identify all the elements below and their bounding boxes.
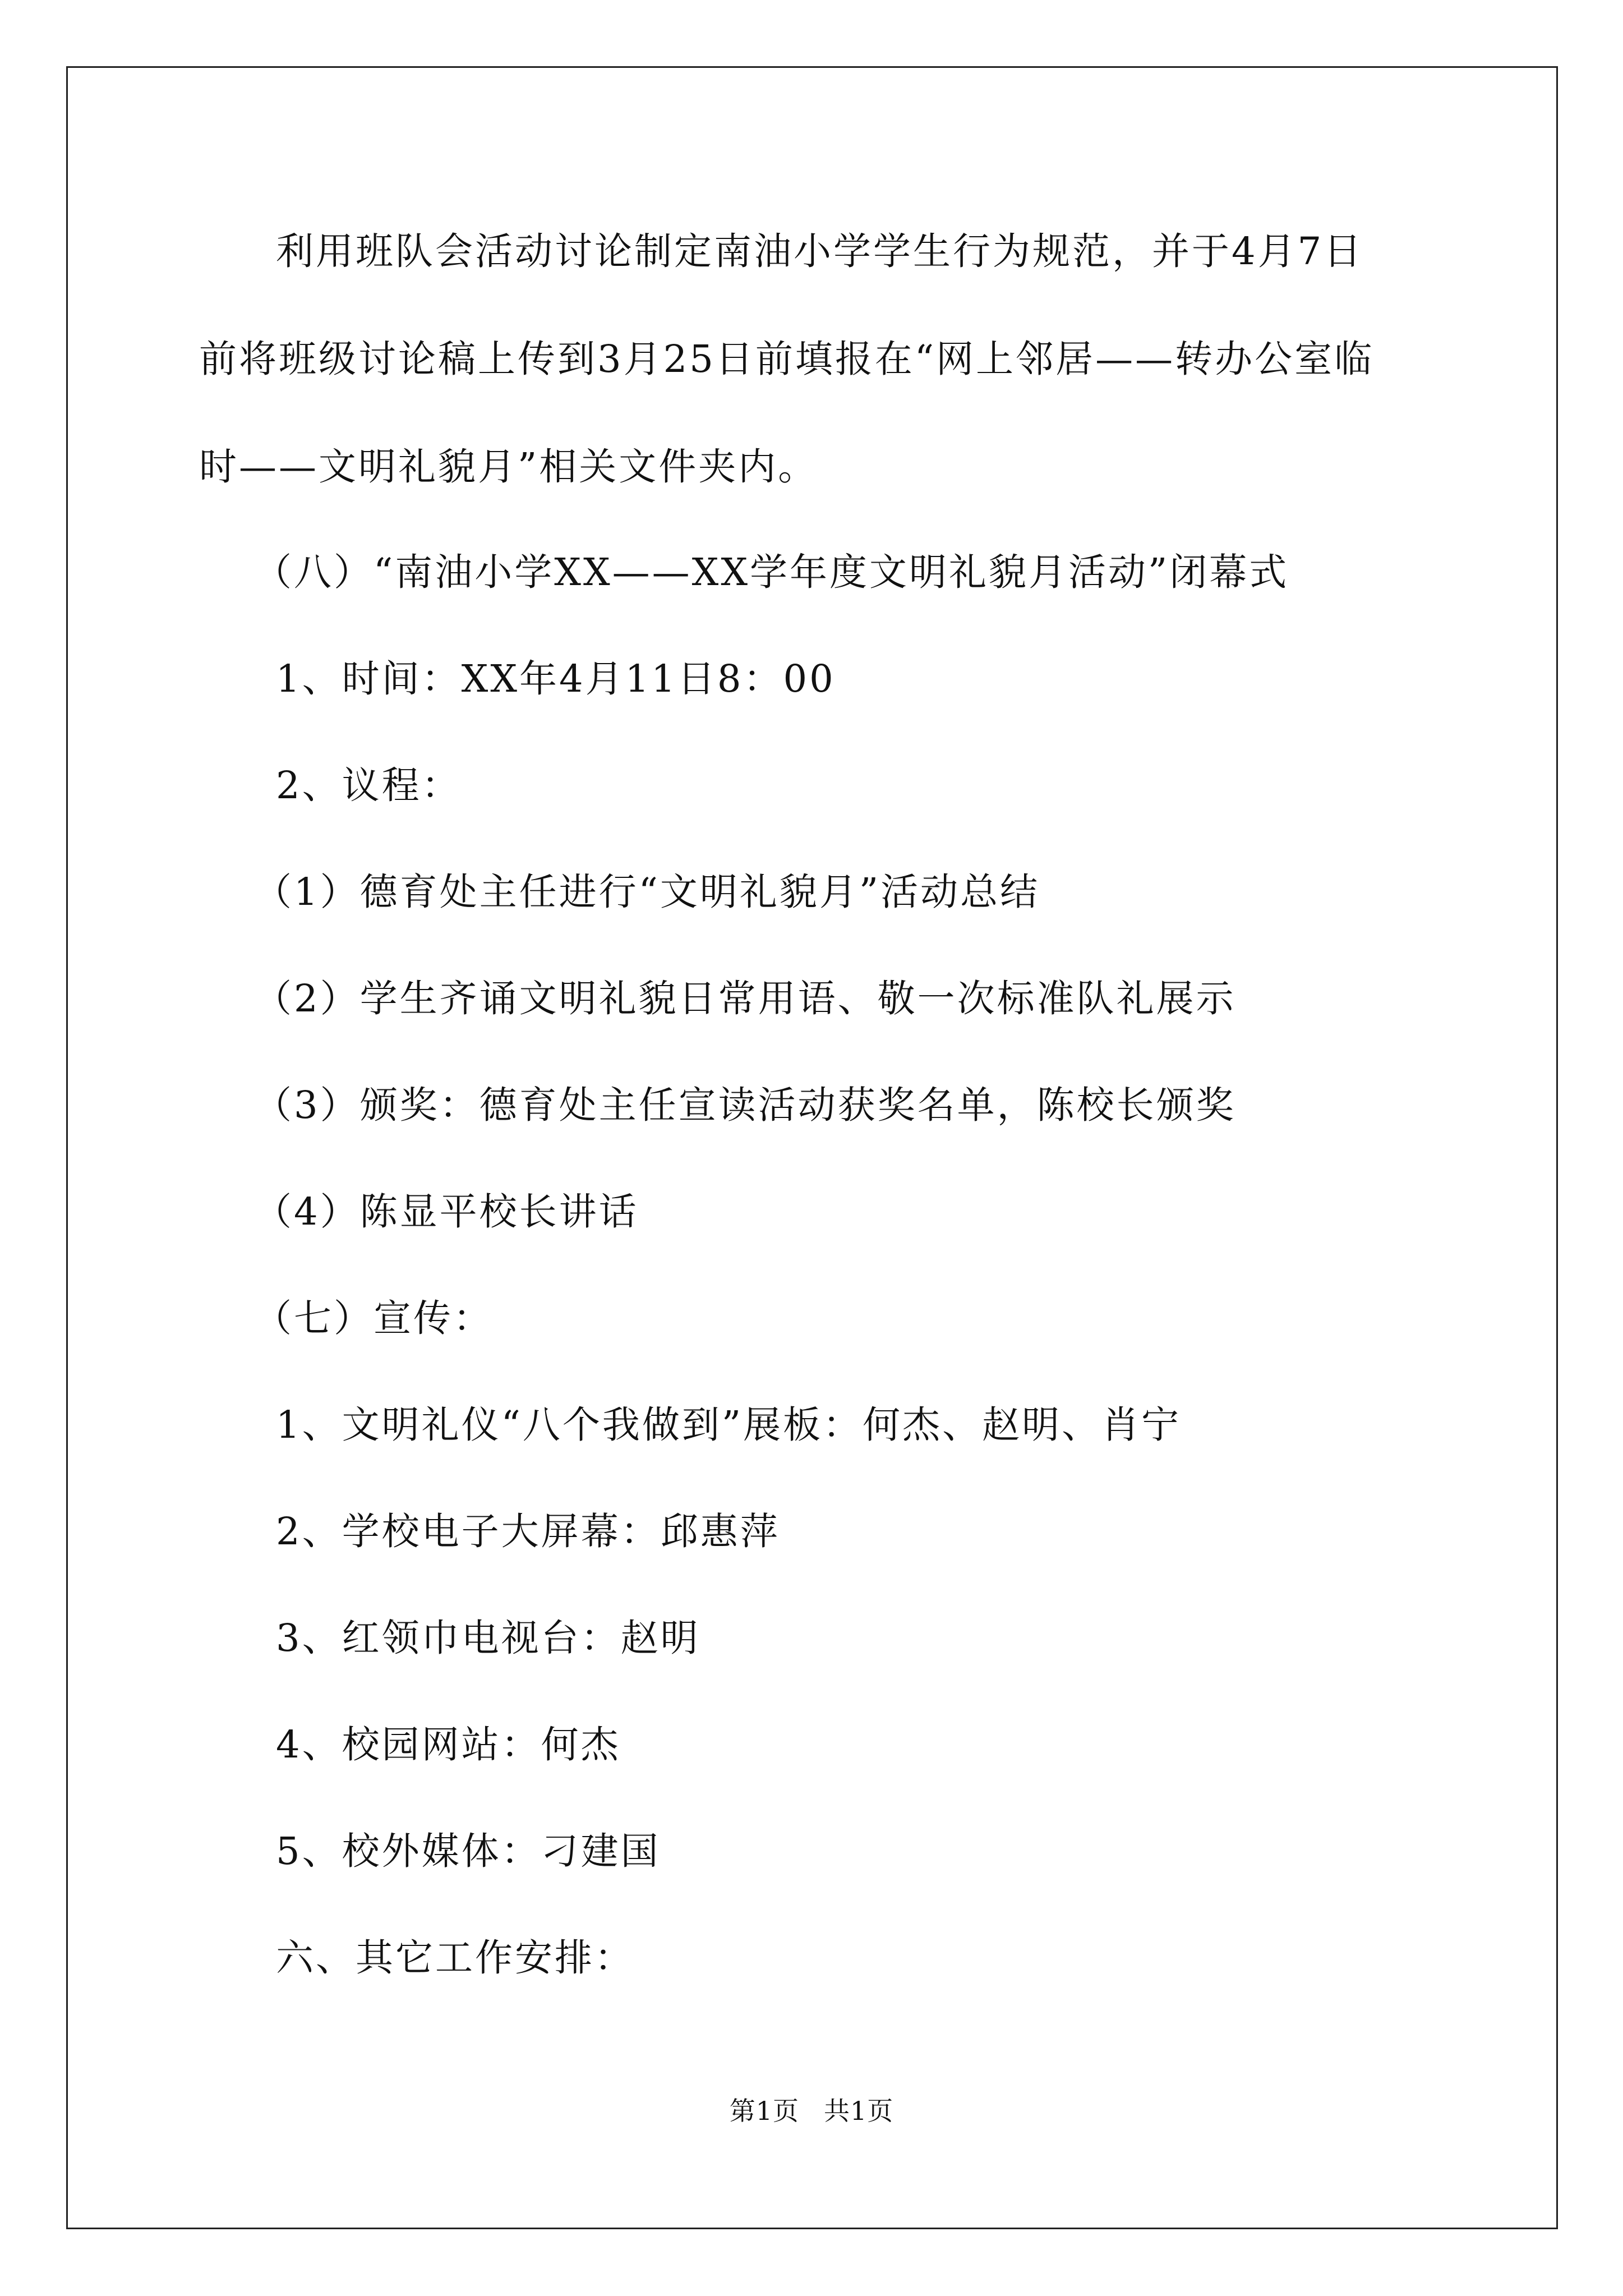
section-heading-closing-ceremony: （八）“南油小学XX——XX学年度文明礼貌月活动”闭幕式 <box>254 550 1289 594</box>
body-paragraph-line-2: 前将班级讨论稿上传到3月25日前填报在“网上邻居——转办公室临 <box>199 337 1375 381</box>
section-heading-publicity: （七）宣传： <box>254 1296 493 1340</box>
publicity-item-4: 4、校园网站：何杰 <box>276 1723 621 1766</box>
section-heading-other-arrangements: 六、其它工作安排： <box>276 1936 634 1980</box>
agenda-item-1: （1）德育处主任进行“文明礼貌月”活动总结 <box>254 870 1040 914</box>
body-paragraph-line-1: 利用班队会活动讨论制定南油小学学生行为规范，并于4月7日 <box>276 229 1364 273</box>
page-number-total: 共1页 <box>824 2096 894 2126</box>
list-item-agenda: 2、议程： <box>276 763 462 807</box>
page-border <box>66 66 1558 2229</box>
publicity-item-3: 3、红领巾电视台：赵明 <box>276 1616 700 1660</box>
page-footer <box>0 2095 1623 2127</box>
agenda-item-2: （2）学生齐诵文明礼貌日常用语、敬一次标准队礼展示 <box>254 977 1236 1020</box>
publicity-item-1: 1、文明礼仪“八个我做到”展板：何杰、赵明、肖宁 <box>276 1403 1182 1447</box>
page-number-current: 第1页 <box>729 2096 799 2126</box>
publicity-item-5: 5、校外媒体：刁建国 <box>276 1829 661 1873</box>
body-paragraph-line-3: 时——文明礼貌月”相关文件夹内。 <box>199 445 818 489</box>
agenda-item-4: （4）陈显平校长讲话 <box>254 1190 639 1234</box>
publicity-item-2: 2、学校电子大屏幕：邱惠萍 <box>276 1510 780 1553</box>
agenda-item-3: （3）颁奖：德育处主任宣读活动获奖名单，陈校长颁奖 <box>254 1083 1236 1127</box>
list-item-time: 1、时间：XX年4月11日8：00 <box>276 657 836 701</box>
